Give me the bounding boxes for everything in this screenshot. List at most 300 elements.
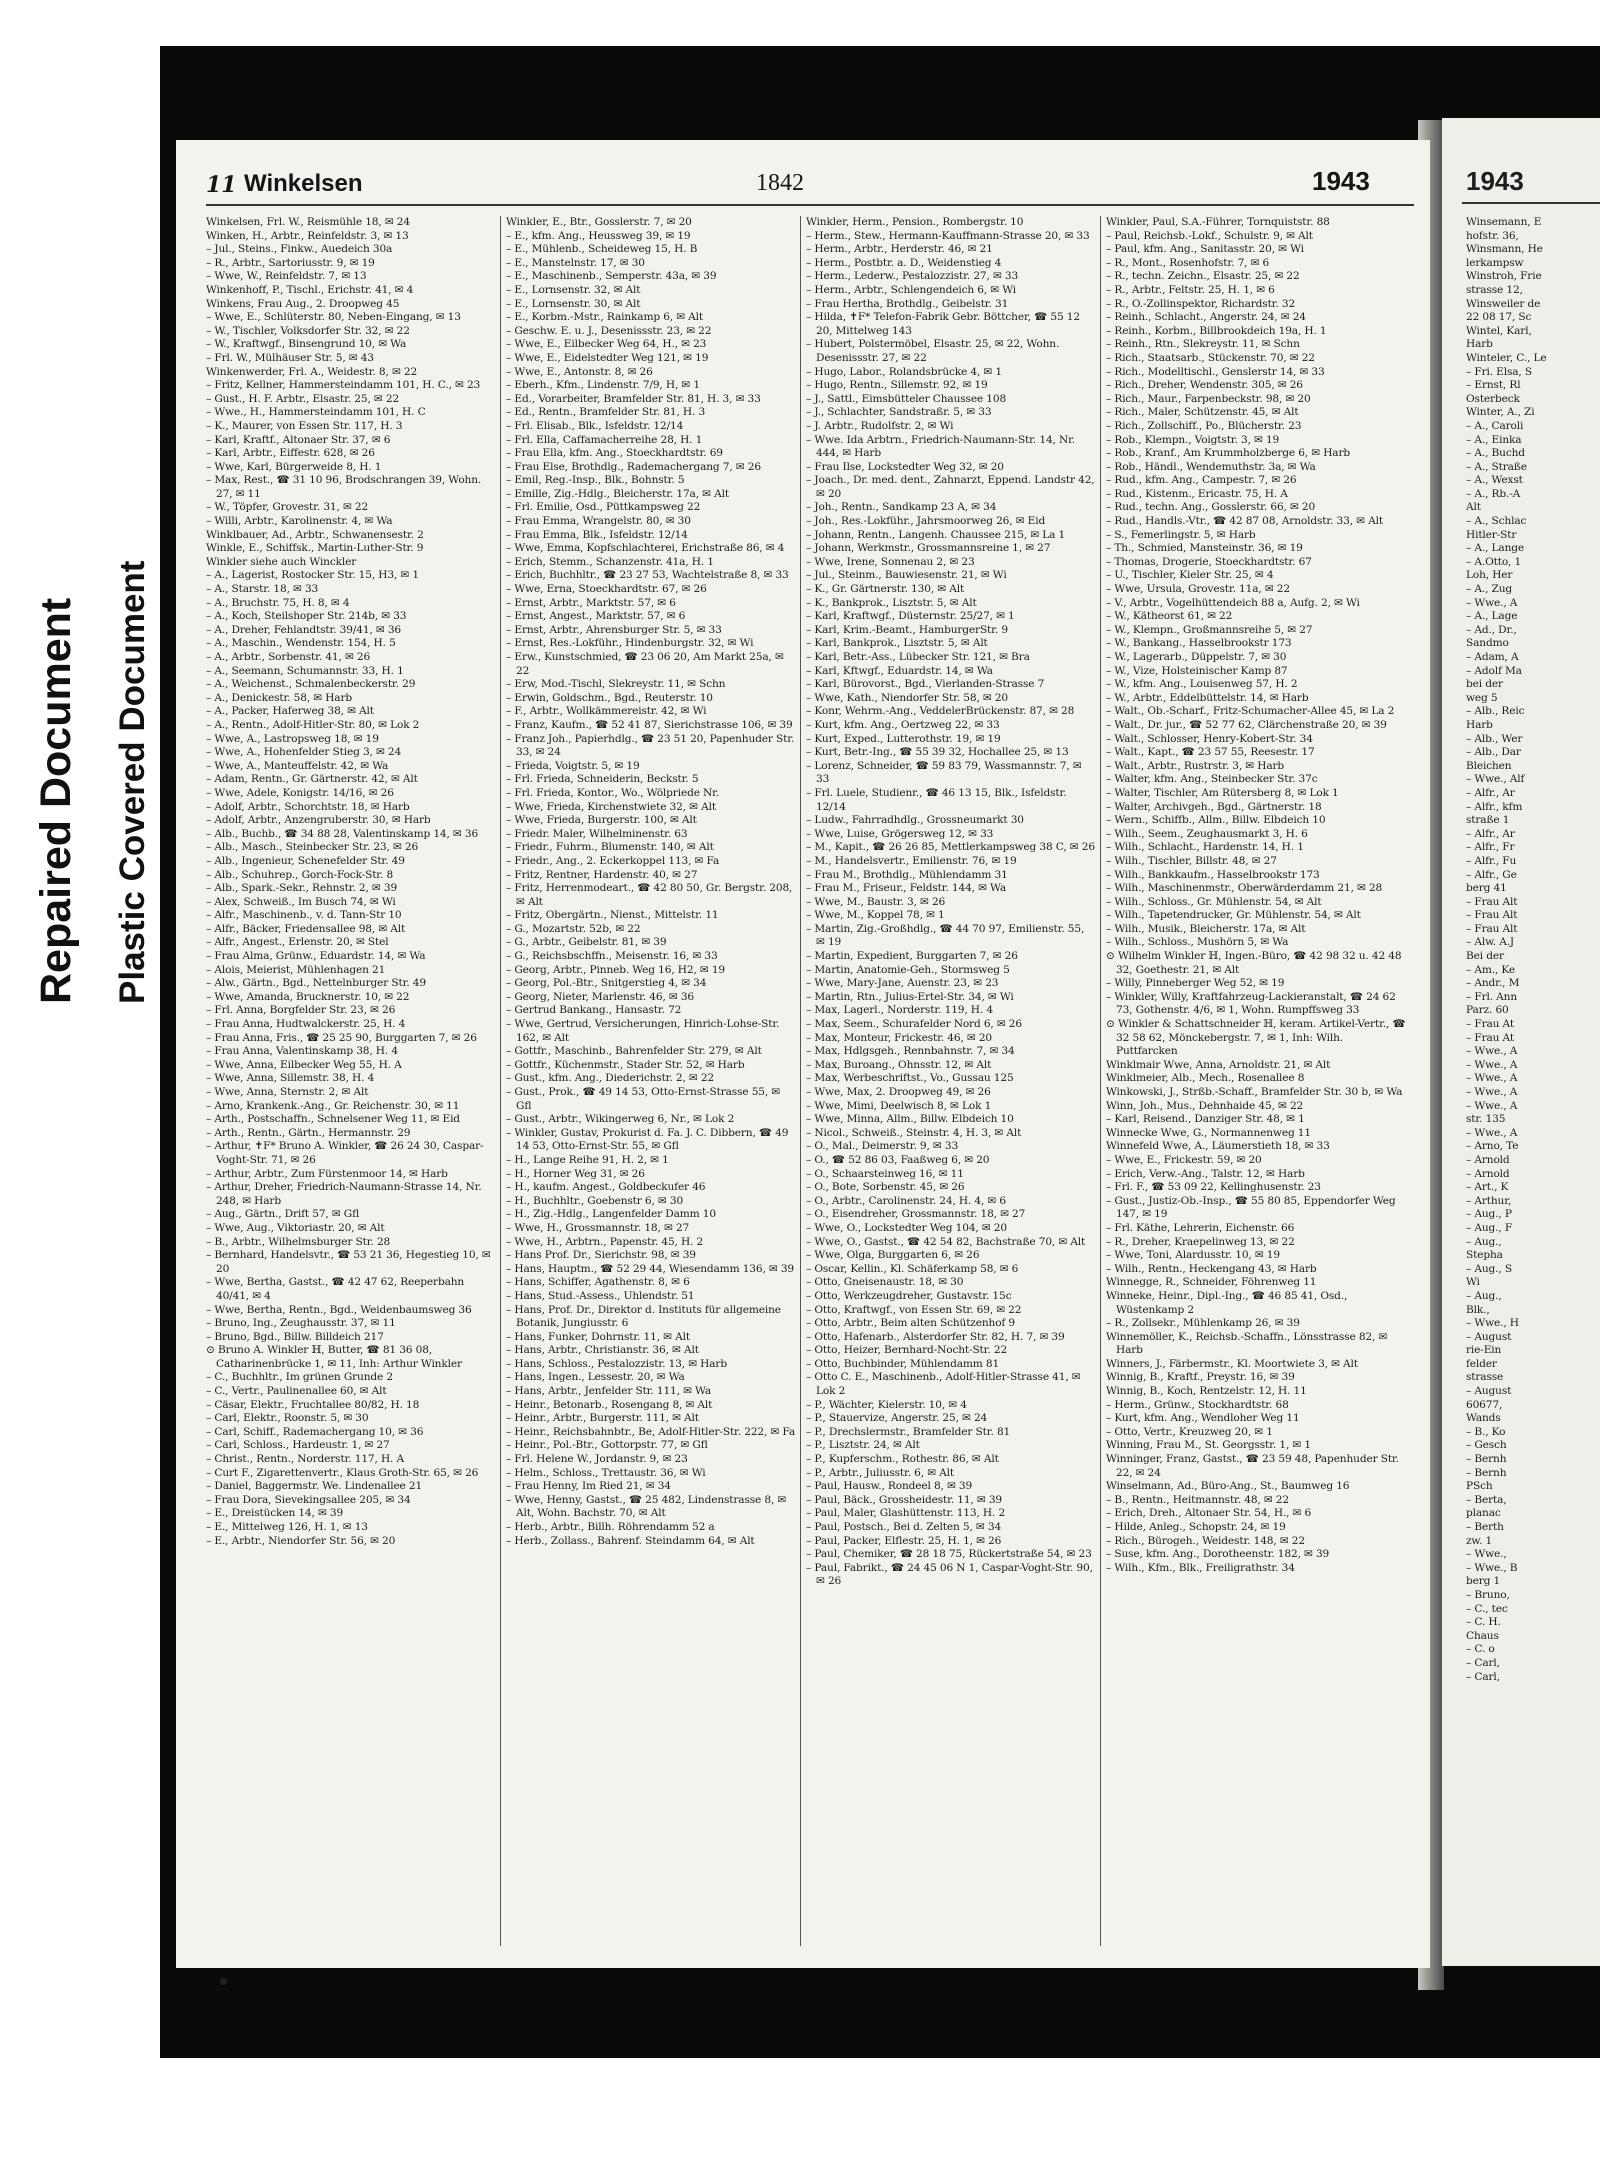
directory-entry: – Ernst, Angest., Marktstr. 57, ✉ 6: [506, 610, 686, 623]
directory-entry: – Ed., Rentn., Bramfelder Str. 81, H. 3: [506, 406, 706, 419]
column-divider: [500, 216, 501, 1946]
directory-entry: – Max, Hdlgsgeh., Rennbahnstr. 7, ✉ 34: [806, 1045, 1015, 1058]
directory-entry: – Fritz, Kellner, Hammersteindamm 101, H. C., ✉ 23: [206, 379, 481, 392]
directory-entry-fragment: straße 1: [1466, 814, 1510, 827]
directory-entry: – O., Arbtr., Carolinenstr. 24, H. 4, ✉ 6: [806, 1194, 1006, 1207]
directory-entry: – Wwe. Ida Arbtrn., Friedrich-Naumann-Str. 14, Nr. 444, ✉ Harb: [806, 433, 1076, 460]
directory-entry: Winkler siehe auch Winckler: [206, 555, 357, 568]
directory-entry: – Bruno, Bgd., Billw. Billdeich 217: [206, 1330, 384, 1343]
directory-entry: – Rich., Zollschiff., Po., Blücherstr. 23: [1106, 419, 1302, 432]
directory-entry: – Johann, Werkmstr., Grossmannsreine 1, ✉ 27: [806, 542, 1051, 555]
directory-entry-fragment: planac: [1466, 1507, 1501, 1520]
directory-entry: – Walt., Ob.-Scharf., Fritz-Schumacher-Allee 45, ✉ La 2: [1106, 705, 1395, 718]
directory-entry: – Alw., Gärtn., Bgd., Nettelnburger Str. 49: [206, 977, 426, 990]
directory-entry: – Max, Monteur, Frickestr. 46, ✉ 20: [806, 1031, 993, 1044]
directory-entry: – P., Stauervize, Angerstr. 25, ✉ 24: [806, 1412, 988, 1425]
directory-entry-fragment: – Arnold: [1466, 1153, 1510, 1166]
directory-entry-fragment: – C. o: [1466, 1643, 1495, 1656]
directory-entry: – Paul, Packer, Elflestr. 25, H. 1, ✉ 26: [806, 1534, 1002, 1547]
directory-entry: – Hans Prof. Dr., Sierichstr. 98, ✉ 39: [506, 1249, 696, 1262]
directory-entry-fragment: – Frau At: [1466, 1031, 1514, 1044]
directory-entry-fragment: – Alb., Wer: [1466, 732, 1523, 745]
directory-entry: – Winkler, Gustav, Prokurist d. Fa. J. C. Dibbern, ☎ 49 14 53, Otto-Ernst-Str. 55, ✉ Gfl: [506, 1126, 789, 1153]
directory-entry: – Gust., kfm. Ang., Diederichstr. 2, ✉ 22: [506, 1072, 715, 1085]
directory-entry: – O., Eisendreher, Grossmannstr. 18, ✉ 27: [806, 1208, 1026, 1221]
directory-entry-fragment: Blk.,: [1466, 1303, 1490, 1316]
directory-entry: – Heinr., Reichsbahnbtr., Be, Adolf-Hitler-Str. 222, ✉ Fa: [506, 1425, 796, 1438]
directory-entry-fragment: – Berth: [1466, 1521, 1504, 1533]
directory-entry-fragment: – Alfr., kfm: [1466, 800, 1523, 813]
directory-entry: – Rud., Handls.-Vtr., ☎ 42 87 08, Arnoldstr. 33, ✉ Alt: [1106, 515, 1383, 528]
directory-entry: Winkler, Herm., Pension., Rombergstr. 10: [806, 216, 1024, 228]
ink-dot: [220, 1978, 227, 1985]
directory-entry: – Wwe, Ursula, Grovestr. 11a, ✉ 22: [1106, 583, 1290, 596]
directory-entry: – Wilh., Tischler, Billstr. 48, ✉ 27: [1106, 854, 1277, 867]
directory-entry: – Martin, Expedient, Burggarten 7, ✉ 26: [806, 950, 1018, 963]
directory-entry: – Otto, Hafenarb., Alsterdorfer Str. 82, H. 7, ✉ 39: [806, 1330, 1065, 1343]
directory-entry: – Carl, Schiff., Rademachergang 10, ✉ 36: [206, 1425, 424, 1438]
directory-entry: – Erich, Stemm., Schanzenstr. 41a, H. 1: [506, 555, 714, 568]
directory-entry: Winkle, E., Schiffsk., Martin-Luther-Str. 9: [206, 542, 424, 555]
directory-entry: – Herb., Zollass., Bahrenf. Steindamm 64, ✉ Alt: [506, 1534, 755, 1547]
directory-entry: – E., kfm. Ang., Heussweg 39, ✉ 19: [506, 229, 691, 242]
adjacent-page: [1442, 118, 1600, 1966]
directory-entry: – Gottfr., Küchenmstr., Stader Str. 52, ✉ Harb: [506, 1058, 745, 1071]
directory-entry: – E., Lornsenstr. 30, ✉ Alt: [506, 297, 641, 310]
directory-entry-fragment: 60677,: [1466, 1398, 1503, 1411]
directory-entry: – Wilh., Schloss., Mushörn 5, ✉ Wa: [1106, 936, 1289, 949]
directory-entry: – Kurt, kfm. Ang., Wendloher Weg 11: [1106, 1412, 1300, 1425]
directory-entry: – Frau Hertha, Brothdlg., Geibelstr. 31: [806, 297, 1009, 310]
directory-entry-fragment: – Alfr., Ar: [1466, 786, 1515, 799]
directory-entry: – W., Töpfer, Grovestr. 31, ✉ 22: [206, 501, 369, 514]
directory-entry: – Th., Schmied, Mansteinstr. 36, ✉ 19: [1106, 542, 1303, 555]
directory-entry: Winkler, Paul, S.A.-Führer, Tornquiststr. 88: [1106, 216, 1330, 228]
directory-entry: – Kurt, Exped., Lutterothstr. 19, ✉ 19: [806, 732, 1001, 745]
directory-entry: – Wilh., Schloss., Gr. Mühlenstr. 54, ✉ Alt: [1106, 895, 1322, 908]
directory-entry: – E., Manstelnstr. 17, ✉ 30: [506, 256, 645, 269]
directory-entry: – A., Starstr. 18, ✉ 33: [206, 583, 319, 596]
directory-entry: – A., Koch, Steilshoper Str. 214b, ✉ 33: [206, 610, 407, 623]
directory-entry: – Hubert, Polstermöbel, Elsastr. 25, ✉ 22, Wohn. Desenissstr. 27, ✉ 22: [806, 338, 1060, 364]
directory-entry: – Wwe, W., Reinfeldstr. 7, ✉ 13: [206, 270, 367, 283]
directory-entry: – A., Maschin., Wendenstr. 154, H. 5: [206, 637, 396, 650]
directory-entry: – E., Korbm.-Mstr., Rainkamp 6, ✉ Alt: [506, 311, 704, 324]
directory-entry: Winn, Joh., Mus., Dehnhaide 45, ✉ 22: [1106, 1099, 1304, 1112]
directory-entry-fragment: – Aug., F: [1466, 1221, 1513, 1234]
directory-entry: Winklmeier, Alb., Mech., Rosenallee 8: [1106, 1072, 1305, 1085]
directory-entry-fragment: – Wwe., A: [1466, 1086, 1518, 1098]
directory-entry: – Max, Rest., ☎ 31 10 96, Brodschrangen 39, Wohn. 27, ✉ 11: [206, 474, 482, 500]
directory-entry: – Wilh., Schlacht., Hardenstr. 14, H. 1: [1106, 841, 1304, 854]
directory-entry: – Helm., Schloss., Trettaustr. 36, ✉ Wi: [506, 1466, 706, 1479]
directory-entry: – Wilh., Bankkaufm., Hasselbrookstr 173: [1106, 868, 1320, 881]
directory-entry: – Paul, Maler, Glashüttenstr. 113, H. 2: [806, 1507, 1006, 1520]
directory-entry: – Otto, Arbtr., Beim alten Schützenhof 9: [806, 1317, 1016, 1330]
directory-entry: – Erich, Buchhltr., ☎ 23 27 53, Wachtelstraße 8, ✉ 33: [506, 569, 789, 582]
directory-entry: – Geschw. E. u. J., Desenissstr. 23, ✉ 22: [506, 324, 712, 337]
directory-entry-fragment: – Wwe., A: [1466, 1045, 1518, 1058]
directory-entry: – Rob., Klempn., Voigtstr. 3, ✉ 19: [1106, 433, 1280, 446]
directory-entry-fragment: berg 1: [1466, 1575, 1501, 1588]
directory-entry: – Aug., Gärtn., Drift 57, ✉ Gfl: [206, 1208, 360, 1221]
directory-entry: – Oscar, Kellin., Kl. Schäferkamp 58, ✉ 6: [806, 1262, 1019, 1275]
directory-entry-fragment: – Bruno,: [1466, 1588, 1510, 1601]
directory-entry: – O., ☎ 52 86 03, Faaßweg 6, ✉ 20: [806, 1153, 990, 1166]
directory-entry-fragment: Alt: [1466, 501, 1481, 514]
directory-entry-fragment: PSch: [1466, 1480, 1493, 1493]
directory-entry: – Thomas, Drogerie, Stoeckhardtstr. 67: [1106, 555, 1312, 568]
directory-entry: – Daniel, Baggermstr. We. Lindenallee 21: [206, 1480, 423, 1493]
directory-entry: – Curt F., Zigarettenvertr., Klaus Groth-Str. 65, ✉ 26: [206, 1466, 479, 1479]
directory-entry: – Cäsar, Elektr., Fruchtallee 80/82, H. 18: [206, 1398, 420, 1411]
directory-entry: – Alfr., Maschinenb., v. d. Tann-Str 10: [206, 909, 402, 922]
directory-entry: – K., Gr. Gärtnerstr. 130, ✉ Alt: [806, 583, 965, 596]
directory-entry: – Wwe, E., Schlüterstr. 80, Neben-Eingang, ✉ 13: [206, 311, 461, 324]
directory-entry: – Fritz, Herrenmodeart., ☎ 42 80 50, Gr. Bergstr. 208, ✉ Alt: [506, 882, 793, 908]
directory-entry: – Friedr., Fuhrm., Blumenstr. 140, ✉ Alt: [506, 841, 714, 854]
directory-entry-fragment: – Arnold: [1466, 1167, 1510, 1180]
directory-entry: – Karl, Kftwgf., Eduardstr. 14, ✉ Wa: [806, 664, 993, 677]
directory-entry: Winkenwerder, Frl. A., Weidestr. 8, ✉ 22: [206, 365, 418, 378]
directory-column-1: [206, 216, 496, 1956]
directory-entry: Winken, H., Arbtr., Reinfeldstr. 3, ✉ 13: [206, 229, 409, 242]
directory-entry-fragment: – A., Straße: [1466, 460, 1527, 473]
directory-entry: – Frl. W., Mülhäuser Str. 5, ✉ 43: [206, 351, 374, 364]
directory-entry: – Hans, Schiffer, Agathenstr. 8, ✉ 6: [506, 1276, 690, 1289]
directory-entry: – Martin, Zig.-Großhdlg., ☎ 44 70 97, Emilienstr. 55, ✉ 19: [806, 922, 1085, 949]
directory-entry: – Wwe, M., Baustr. 3, ✉ 26: [806, 895, 946, 908]
directory-entry: – J. Arbtr., Rudolfstr. 2, ✉ Wi: [806, 419, 954, 432]
directory-entry: – Herm., Postbtr. a. D., Weidenstieg 4: [806, 256, 1002, 269]
directory-entry-fragment: – Wwe., A: [1466, 1072, 1518, 1085]
directory-entry: – W., Klempn., Großmannsreihe 5, ✉ 27: [1106, 623, 1313, 636]
directory-entry: – Ed., Vorarbeiter, Bramfelder Str. 81, H. 3, ✉ 33: [506, 392, 761, 405]
directory-entry: – W., Kraftwgf., Binsengrund 10, ✉ Wa: [206, 338, 407, 351]
directory-entry: – Wwe, Emma, Kopfschlachterei, Erichstraße 86, ✉ 4: [506, 542, 785, 555]
directory-entry-fragment: – C. H.: [1466, 1616, 1501, 1629]
directory-entry: Winneke, Heinr., Dipl.-Ing., ☎ 46 85 41, Osd., Wüstenkamp 2: [1106, 1289, 1348, 1316]
directory-entry: – Carl, Schloss., Hardeustr. 1, ✉ 27: [206, 1439, 390, 1452]
directory-entry: – Wwe, O., Lockstedter Weg 104, ✉ 20: [806, 1221, 1007, 1234]
directory-entry-fragment: – A., Buchd: [1466, 447, 1525, 460]
directory-entry: – Wilh., Maschinenmstr., Oberwärderdamm 21, ✉ 28: [1106, 882, 1383, 895]
directory-entry: – Herb., Arbtr., Billh. Röhrendamm 52 a: [506, 1521, 715, 1533]
directory-entry: – Reinh., Schlacht., Angerstr. 24, ✉ 24: [1106, 311, 1306, 324]
directory-entry: – Rich., Bürogeh., Weidestr. 148, ✉ 22: [1106, 1534, 1305, 1547]
directory-entry: – Wwe, E., Eidelstedter Weg 121, ✉ 19: [506, 351, 709, 364]
directory-entry: – Otto, Buchbinder, Mühlendamm 81: [806, 1357, 1000, 1370]
directory-entry: – Frieda, Voigtstr. 5, ✉ 19: [506, 759, 640, 772]
directory-entry-fragment: Osterbeck: [1466, 392, 1520, 405]
directory-entry-fragment: strasse: [1466, 1371, 1504, 1384]
directory-entry: – Wwe, Amanda, Brucknerstr. 10, ✉ 22: [206, 990, 410, 1003]
directory-entry: – R., Dreher, Kraepelinweg 13, ✉ 22: [1106, 1235, 1295, 1248]
directory-entry: – R., Mont., Rosenhofstr. 7, ✉ 6: [1106, 256, 1270, 269]
directory-entry: – A., Arbtr., Sorbenstr. 41, ✉ 26: [206, 651, 371, 663]
directory-entry: – Ernst, Arbtr., Marktstr. 57, ✉ 6: [506, 596, 676, 609]
directory-entry: – Wwe, Mary-Jane, Auenstr. 23, ✉ 23: [806, 977, 999, 990]
directory-entry: – Karl, Arbtr., Eiffestr. 628, ✉ 26: [206, 447, 375, 460]
directory-entry: – Wwe, H., Grossmannstr. 18, ✉ 27: [506, 1221, 690, 1234]
directory-entry-fragment: – Adam, A: [1466, 651, 1519, 663]
directory-entry: – Hans, Ingen., Lessestr. 20, ✉ Wa: [506, 1371, 685, 1384]
directory-entry-fragment: – Carl,: [1466, 1656, 1500, 1669]
directory-entry: – Willi, Arbtr., Karolinenstr. 4, ✉ Wa: [206, 515, 393, 528]
directory-entry-fragment: Hitler-Str: [1466, 528, 1517, 541]
directory-entry: – P., Kupferschm., Rothestr. 86, ✉ Alt: [806, 1453, 999, 1466]
directory-entry: – W., kfm. Ang., Louisenweg 57, H. 2: [1106, 678, 1298, 691]
directory-entry: – E., Lornsenstr. 32, ✉ Alt: [506, 283, 641, 296]
directory-entry: Winnefeld Wwe, A., Läumerstieth 18, ✉ 33: [1106, 1140, 1330, 1153]
header-year: 1943: [1312, 166, 1370, 196]
directory-entry-fragment: – Alfr., Fu: [1466, 854, 1517, 867]
directory-entry-fragment: hofstr. 36,: [1466, 229, 1519, 242]
directory-entry: – Herm., Grünw., Stockhardtstr. 68: [1106, 1398, 1289, 1411]
directory-entry: – Rich., Maur., Farpenbeckstr. 98, ✉ 20: [1106, 392, 1311, 405]
directory-entry: – Wwe, Max, 2. Droopweg 49, ✉ 26: [806, 1086, 991, 1098]
directory-entry: – Frl. Emilie, Osd., Püttkampsweg 22: [506, 501, 701, 514]
directory-entry: – Wwe, M., Koppel 78, ✉ 1: [806, 909, 945, 922]
header-rule: [206, 204, 1414, 206]
directory-entry: – Frau Emma, Blk., Isfeldstr. 12/14: [506, 528, 688, 541]
directory-entry: Winkelsen, Frl. W., Reismühle 18, ✉ 24: [206, 216, 410, 228]
directory-entry: – Max, Buroang., Ohnsstr. 12, ✉ Alt: [806, 1058, 992, 1071]
directory-entry-fragment: – Frau Alt: [1466, 895, 1518, 908]
directory-entry: – Wwe, H., Arbtrn., Papenstr. 45, H. 2: [506, 1235, 704, 1248]
directory-entry-fragment: – Am., Ke: [1466, 963, 1516, 976]
directory-entry-fragment: – Frau Alt: [1466, 922, 1518, 935]
directory-entry: – Max, Seem., Schurafelder Nord 6, ✉ 26: [806, 1018, 1022, 1031]
directory-entry: – A., Packer, Haferweg 38, ✉ Alt: [206, 705, 374, 718]
directory-entry-fragment: – Alb., Reic: [1466, 705, 1525, 718]
directory-entry: – M., Kapit., ☎ 26 26 85, Mettlerkampsweg 38 C, ✉ 26: [806, 841, 1095, 854]
directory-entry: – Walt., Kapt., ☎ 23 57 55, Reesestr. 17: [1106, 746, 1315, 759]
directory-entry: – E., Maschinenb., Semperstr. 43a, ✉ 39: [506, 270, 717, 283]
directory-entry-fragment: – Alw. A.J: [1466, 936, 1515, 949]
directory-entry: – Ernst, Arbtr., Ahrensburger Str. 5, ✉ 33: [506, 623, 722, 636]
directory-entry: – Paul, Hausw., Rondeel 8, ✉ 39: [806, 1480, 973, 1493]
directory-entry-fragment: strasse 12,: [1466, 283, 1523, 296]
directory-entry: – W., Kätheorst 61, ✉ 22: [1106, 610, 1233, 623]
directory-entry: – Rud., Kistenm., Ericastr. 75, H. A: [1106, 487, 1288, 500]
directory-entry-fragment: – Aug.,: [1466, 1235, 1502, 1248]
directory-entry: – Wwe, Aug., Viktoriastr. 20, ✉ Alt: [206, 1221, 385, 1234]
directory-entry: – Frau Alma, Grünw., Eduardstr. 14, ✉ Wa: [206, 950, 426, 963]
directory-entry: – Kurt, kfm. Ang., Oertzweg 22, ✉ 33: [806, 718, 1000, 731]
directory-entry: – Wwe, Mimi, Deelwisch 8, ✉ Lok 1: [806, 1099, 992, 1112]
directory-entry: – Wwe, Frieda, Burgerstr. 100, ✉ Alt: [506, 814, 697, 827]
directory-entry-fragment: – Ad., Dr.,: [1466, 623, 1517, 636]
directory-entry: – Hilda, ✝F* Telefon-Fabrik Gebr. Böttcher, ☎ 55 12 20, Mittelweg 143: [806, 311, 1080, 337]
directory-entry: – Arthur, ✝F* Bruno A. Winkler, ☎ 26 24 30, Caspar-Voght-Str. 71, ✉ 26: [206, 1140, 484, 1166]
directory-entry-fragment: Winsmann, He: [1466, 243, 1543, 256]
directory-entry: – Gust., Prok., ☎ 49 14 53, Otto-Ernst-Strasse 55, ✉ Gfl: [506, 1086, 781, 1112]
directory-entry: – P., Wächter, Kielerstr. 10, ✉ 4: [806, 1398, 967, 1411]
directory-entry-fragment: – Gesch: [1466, 1439, 1507, 1452]
directory-entry: – Frau Henny, Im Ried 21, ✉ 34: [506, 1480, 671, 1493]
directory-entry: – Wilh., Kfm., Blk., Freiligrathstr. 34: [1106, 1561, 1295, 1574]
directory-entry: ⊙ Wilhelm Winkler ℍ, Ingen.-Büro, ☎ 42 98 32 u. 42 48 32, Goethestr. 21, ✉ Alt: [1106, 950, 1402, 976]
directory-entry-fragment: Parz. 60: [1466, 1004, 1509, 1017]
directory-entry: – A., Rentn., Adolf-Hitler-Str. 80, ✉ Lok 2: [206, 718, 420, 731]
directory-entry: – Alb., Masch., Steinbecker Str. 23, ✉ 26: [206, 841, 419, 854]
directory-entry: – Wwe, Kath., Niendorfer Str. 58, ✉ 20: [806, 691, 1009, 704]
directory-entry: – A., Dreher, Fehlandtstr. 39/41, ✉ 36: [206, 623, 402, 636]
directory-entry: – Jul., Steinm., Bauwiesenstr. 21, ✉ Wi: [806, 569, 1007, 582]
directory-entry: – Paul, Bäck., Grossheidestr. 11, ✉ 39: [806, 1493, 1003, 1506]
directory-entry: – Frl. Luele, Studienr., ☎ 46 13 15, Blk., Isfeldstr. 12/14: [806, 786, 1067, 813]
directory-entry-fragment: – A.Otto, 1: [1466, 555, 1522, 568]
directory-entry: – Otto C. E., Maschinenb., Adolf-Hitler-Strasse 41, ✉ Lok 2: [806, 1371, 1081, 1398]
directory-entry-fragment: zw. 1: [1466, 1534, 1493, 1547]
directory-entry-fragment: – Alfr., Ar: [1466, 827, 1515, 840]
directory-entry: – E., Arbtr., Niendorfer Str. 56, ✉ 20: [206, 1534, 396, 1547]
directory-entry: – R., Arbtr., Feltstr. 25, H. 1, ✉ 6: [1106, 283, 1275, 296]
directory-entry: – Wwe, Adele, Konigstr. 14/16, ✉ 26: [206, 786, 394, 799]
directory-entry: Winkenhoff, P., Tischl., Erichstr. 41, ✉ 4: [206, 283, 414, 296]
directory-entry: Winnegge, R., Schneider, Föhrenweg 11: [1106, 1276, 1317, 1289]
directory-entry: – Hans, Prof. Dr., Direktor d. Instituts für allgemeine Botanik, Jungiusstr. 6: [506, 1303, 781, 1330]
directory-entry: – Rud., techn. Ang., Gosslerstr. 66, ✉ 20: [1106, 501, 1316, 514]
directory-entry: – Georg, Arbtr., Pinneb. Weg 16, H2, ✉ 19: [506, 963, 726, 976]
directory-entry: – W., Tischler, Volksdorfer Str. 32, ✉ 22: [206, 324, 410, 337]
directory-entry: – Frau Ella, kfm. Ang., Stoeckhardtstr. 69: [506, 447, 723, 460]
directory-entry: – G., Arbtr., Geibelstr. 81, ✉ 39: [506, 936, 667, 949]
directory-entry: Winning, Frau M., St. Georgsstr. 1, ✉ 1: [1106, 1439, 1311, 1452]
directory-entry: – Walt., Dr. jur., ☎ 52 77 62, Clärchenstraße 20, ✉ 39: [1106, 718, 1387, 731]
directory-entry: – Wwe, Anna, Eilbecker Weg 55, H. A: [206, 1058, 402, 1071]
directory-entry: – Hans, Hauptm., ☎ 52 29 44, Wiesendamm 136, ✉ 39: [506, 1262, 795, 1275]
directory-entry: – Wwe, Anna, Sillemstr. 38, H. 4: [206, 1072, 375, 1085]
directory-entry-fragment: Wi: [1466, 1276, 1480, 1289]
directory-entry: – A., Bruchstr. 75, H. 8, ✉ 4: [206, 596, 350, 609]
page-reference: 11: [206, 172, 237, 198]
directory-entry: – Hans, Schloss., Pestalozzistr. 13, ✉ Harb: [506, 1357, 727, 1370]
directory-entry: – Walt., Schlosser, Henry-Kobert-Str. 34: [1106, 732, 1313, 745]
directory-entry: – Paul, Postsch., Bei d. Zelten 5, ✉ 34: [806, 1521, 1002, 1533]
directory-entry: – Frau Ilse, Lockstedter Weg 32, ✉ 20: [806, 460, 1004, 473]
directory-entry: – Reinh., Rtn., Slekreystr. 11, ✉ Schn: [1106, 338, 1300, 351]
directory-entry: – Max, Werbeschriftst., Vo., Gussau 125: [806, 1072, 1014, 1085]
directory-entry-fragment: – Adolf Ma: [1466, 664, 1522, 677]
directory-entry: – Christ., Rentn., Norderstr. 117, H. A: [206, 1453, 404, 1466]
directory-entry: Winselmann, Ad., Büro-Ang., St., Baumweg 16: [1106, 1480, 1350, 1493]
directory-entry: – Karl, Bankprok., Lisztstr. 5, ✉ Alt: [806, 637, 988, 650]
directory-entry: – E., Dreistücken 14, ✉ 39: [206, 1507, 344, 1520]
directory-entry-fragment: – Bernh: [1466, 1453, 1507, 1466]
directory-entry-fragment: Loh, Her: [1466, 569, 1513, 582]
directory-entry: – Alb., Spark.-Sekr., Rehnstr. 2, ✉ 39: [206, 882, 398, 895]
directory-entry: – Rich., Maler, Schützenstr. 45, ✉ Alt: [1106, 406, 1299, 419]
directory-entry: – Konr, Wehrm.-Ang., VeddelerBrückenstr. 87, ✉ 28: [806, 705, 1075, 718]
directory-entry: – H., kaufm. Angest., Goldbeckufer 46: [506, 1181, 706, 1194]
directory-entry: – M., Handelsvertr., Emilienstr. 76, ✉ 19: [806, 854, 1017, 867]
directory-entry: – Erw., Kunstschmied, ☎ 23 06 20, Am Markt 25a, ✉ 22: [506, 651, 784, 677]
directory-entry: – Paul, kfm. Ang., Sanitasstr. 20, ✉ Wi: [1106, 243, 1304, 256]
directory-entry-fragment: – Carl,: [1466, 1670, 1500, 1683]
directory-entry: – Alb., Buchb., ☎ 34 88 28, Valentinskamp 14, ✉ 36: [206, 827, 479, 840]
directory-entry-fragment: – A., Zug: [1466, 583, 1513, 596]
directory-entry: – Erich, Dreh., Altonaer Str. 54, H., ✉ 6: [1106, 1507, 1312, 1520]
directory-entry: – Suse, kfm. Ang., Dorotheenstr. 182, ✉ 39: [1106, 1548, 1330, 1561]
directory-entry-fragment: Winsweiler de: [1466, 297, 1541, 310]
directory-entry: Winnemöller, K., Reichsb.-Schaffn., Lönsstrasse 82, ✉ Harb: [1106, 1330, 1388, 1357]
directory-entry: – Winkler, Willy, Kraftfahrzeug-Lackieranstalt, ☎ 24 62 73, Gothenstr. 4/6, ✉ 1, Wohn. Rumpffsweg 33: [1106, 990, 1396, 1017]
directory-entry-fragment: – A., Rb.-A: [1466, 487, 1521, 500]
directory-entry: – Alfr., Angest., Erlenstr. 20, ✉ Stel: [206, 936, 389, 949]
directory-entry: – Rob., Kranf., Am Krummholzberge 6, ✉ Harb: [1106, 447, 1350, 460]
directory-entry: – R., techn. Zeichn., Elsastr. 25, ✉ 22: [1106, 270, 1300, 283]
directory-entry: – Frl. Anna, Borgfelder Str. 23, ✉ 26: [206, 1004, 396, 1017]
directory-entry: – Joach., Dr. med. dent., Zahnarzt, Eppend. Landstr 42, ✉ 20: [806, 474, 1095, 500]
adjacent-page-year: 1943: [1466, 166, 1524, 196]
directory-entry-fragment: – August: [1466, 1330, 1512, 1343]
directory-entry: – Wwe, Erna, Stoeckhardtstr. 67, ✉ 26: [506, 583, 707, 596]
directory-entry: Winklmair Wwe, Anna, Arnoldstr. 21, ✉ Alt: [1106, 1058, 1331, 1071]
directory-entry: – Herm., Stew., Hermann-Kauffmann-Strasse 20, ✉ 33: [806, 229, 1090, 242]
directory-entry: – Gottfr., Maschinb., Bahrenfelder Str. 279, ✉ Alt: [506, 1045, 762, 1058]
directory-entry-fragment: Wintel, Karl,: [1466, 324, 1532, 337]
directory-entry-fragment: – Art., K: [1466, 1181, 1509, 1194]
directory-entry: – Walter, Tischler, Am Rütersberg 8, ✉ Lok 1: [1106, 786, 1339, 799]
directory-entry-fragment: Sandmo: [1466, 637, 1509, 650]
directory-entry-fragment: – A., Einka: [1466, 433, 1522, 446]
directory-entry: Winnecke Wwe, G., Normannenweg 11: [1106, 1126, 1311, 1139]
directory-entry: – Karl, Reisend., Danziger Str. 48, ✉ 1: [1106, 1113, 1305, 1126]
directory-entry: – Fritz, Rentner, Hardenstr. 40, ✉ 27: [506, 868, 698, 881]
directory-entry: – Wwe, E., Antonstr. 8, ✉ 26: [506, 365, 653, 378]
directory-entry: – U., Tischler, Kieler Str. 25, ✉ 4: [1106, 569, 1274, 582]
directory-column-4: [1106, 216, 1406, 1956]
directory-entry: – K., Bankprok., Lisztstr. 5, ✉ Alt: [806, 596, 977, 609]
directory-entry-fragment: felder: [1466, 1357, 1497, 1370]
directory-entry-fragment: – Aug.,: [1466, 1289, 1502, 1302]
directory-entry: Winnig, B., Kraftf., Preystr. 16, ✉ 39: [1106, 1371, 1295, 1384]
directory-entry: – Frau Anna, Valentinskamp 38, H. 4: [206, 1045, 398, 1058]
directory-entry: – Adolf, Arbtr., Schorchtstr. 18, ✉ Harb: [206, 800, 410, 813]
directory-entry: – Heinr., Betonarb., Rosengang 8, ✉ Alt: [506, 1398, 713, 1411]
directory-entry: – Rud., kfm. Ang., Campestr. 7, ✉ 26: [1106, 474, 1297, 487]
directory-entry: – K., Maurer, von Essen Str. 117, H. 3: [206, 419, 403, 432]
column-divider: [1100, 216, 1101, 1946]
directory-entry: – Frl. Frieda, Kontor., Wo., Wölpriede Nr.: [506, 786, 720, 799]
directory-entry: – Hilde, Anleg., Schopstr. 24, ✉ 19: [1106, 1521, 1286, 1533]
directory-entry-fragment: – Wwe., B: [1466, 1561, 1518, 1574]
repair-label: Repaired Document: [32, 597, 80, 1004]
directory-entry: – Frl. F., ☎ 53 09 22, Kellinghusenstr. 23: [1106, 1181, 1321, 1194]
directory-entry: – Carl, Elektr., Roonstr. 5, ✉ 30: [206, 1412, 369, 1425]
directory-entry: – A., Denickestr. 58, ✉ Harb: [206, 691, 353, 704]
directory-entry: – Frl. Käthe, Lehrerin, Eichenstr. 66: [1106, 1221, 1295, 1234]
directory-entry: – O., Schaarsteinweg 16, ✉ 11: [806, 1167, 964, 1180]
directory-entry: – Johann, Rentn., Langenh. Chaussee 215, ✉ La 1: [806, 528, 1066, 541]
directory-entry: – Alois, Meierist, Mühlenhagen 21: [206, 963, 386, 976]
directory-entry-fragment: – Wwe., A: [1466, 1126, 1518, 1139]
directory-entry: – Wwe, Frieda, Kirchenstwiete 32, ✉ Alt: [506, 800, 716, 813]
directory-entry: – S., Femerlingstr. 5, ✉ Harb: [1106, 528, 1256, 541]
directory-entry-fragment: lerkampsw: [1466, 256, 1524, 269]
directory-entry: – Wwe, Minna, Allm., Billw. Elbdeich 10: [806, 1113, 1014, 1126]
directory-entry: – Frau Emma, Wrangelstr. 80, ✉ 30: [506, 515, 691, 528]
column-divider: [800, 216, 801, 1946]
directory-entry: – Hans, Arbtr., Jenfelder Str. 111, ✉ Wa: [506, 1385, 711, 1398]
directory-entry-fragment: – A., Lage: [1466, 610, 1518, 623]
directory-entry: – W., Arbtr., Eddelbüttelstr. 14, ✉ Harb: [1106, 691, 1309, 704]
directory-entry: – Walt., Arbtr., Rustrstr. 3, ✉ Harb: [1106, 759, 1285, 772]
directory-entry: – Adolf, Arbtr., Anzengruberstr. 30, ✉ Harb: [206, 814, 431, 827]
directory-entry: – Wilh., Rentn., Heckengang 43, ✉ Harb: [1106, 1262, 1317, 1275]
